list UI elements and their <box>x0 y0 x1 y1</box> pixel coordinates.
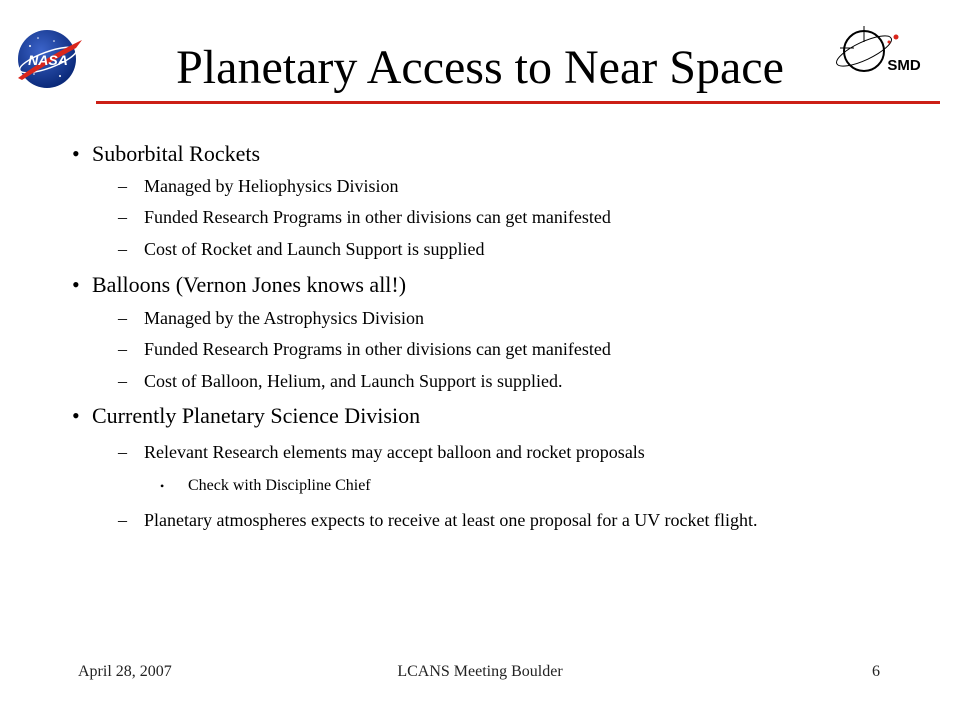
sub-bullet-text: Cost of Rocket and Launch Support is supplied <box>144 239 485 259</box>
bullet-text: Balloons (Vernon Jones knows all!) <box>92 272 407 297</box>
bullet-marker: • <box>72 272 80 297</box>
sub-bullet: – Managed by the Astrophysics Division <box>118 306 908 330</box>
slide-title: Planetary Access to Near Space <box>176 41 784 94</box>
sub-bullet-text: Managed by Heliophysics Division <box>144 176 399 196</box>
sub-sub-bullet-text: Check with Discipline Chief <box>188 477 371 494</box>
sub-bullet: – Managed by Heliophysics Division <box>118 174 908 198</box>
smd-logo-text: SMD <box>887 57 921 74</box>
sub-bullet-text: Funded Research Programs in other divisions can get manifested <box>144 339 611 359</box>
bullet-marker: • <box>72 141 80 166</box>
sub-bullet: – Funded Research Programs in other divisions can get manifested <box>118 205 908 229</box>
bullet-text: Currently Planetary Science Division <box>92 403 421 428</box>
sub-bullet: – Planetary atmospheres expects to receive at least one proposal for a UV rocket flight. <box>118 508 908 532</box>
sub-bullet-text: Planetary atmospheres expects to receive at least one proposal for a UV rocket flight. <box>144 510 758 530</box>
title-divider <box>96 101 940 104</box>
bullet-marker: • <box>72 403 80 428</box>
sub-bullet: – Funded Research Programs in other divisions can get manifested <box>118 337 908 361</box>
sub-bullet: – Relevant Research elements may accept balloon and rocket proposals <box>118 440 908 464</box>
nasa-logo-text: NASA <box>28 52 68 68</box>
sub-bullet-text: Funded Research Programs in other divisions can get manifested <box>144 207 611 227</box>
sub-bullet: – Cost of Rocket and Launch Support is supplied <box>118 237 908 261</box>
sub-bullet-text: Managed by the Astrophysics Division <box>144 308 424 328</box>
bullet-marker: • <box>160 479 165 493</box>
footer-event: LCANS Meeting Boulder <box>397 663 563 680</box>
sub-bullet-text: Cost of Balloon, Helium, and Launch Support is supplied. <box>144 371 563 391</box>
footer-page-number: 6 <box>872 663 880 680</box>
sub-bullet: – Cost of Balloon, Helium, and Launch Support is supplied. <box>118 369 908 393</box>
bullet-text: Suborbital Rockets <box>92 141 261 166</box>
sub-bullet-text: Relevant Research elements may accept balloon and rocket proposals <box>144 442 645 462</box>
footer-date: April 28, 2007 <box>78 663 172 680</box>
